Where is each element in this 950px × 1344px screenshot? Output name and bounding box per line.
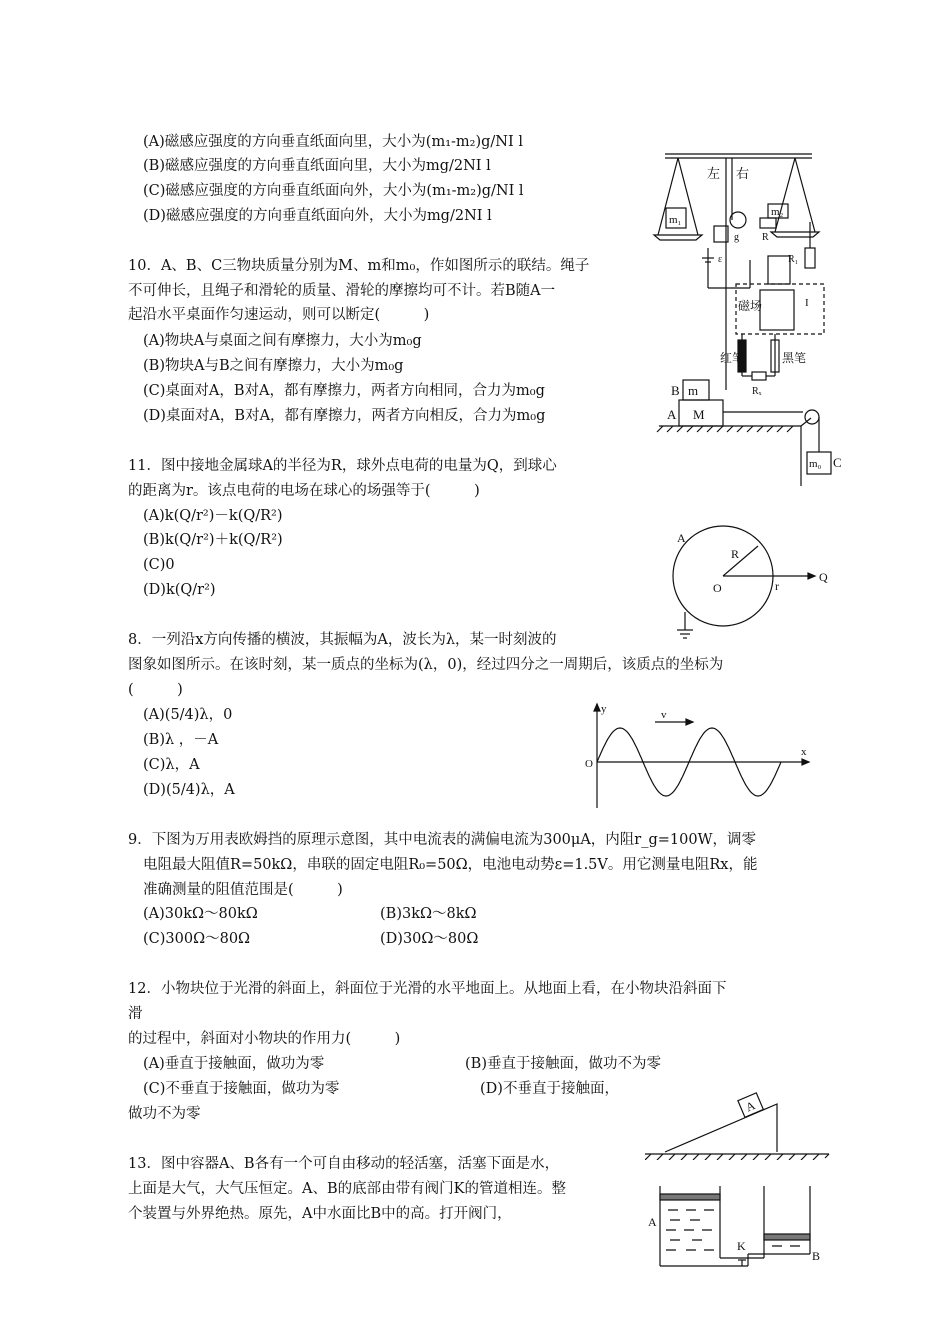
containers-figure (640, 1182, 825, 1272)
svg-text:左: 左 (707, 166, 721, 181)
q13-stem-line: 个装置与外界绝热。原先，A中水面比B中的高。打开阀门， (128, 1206, 512, 1222)
q10-stem-line: 起沿水平桌面作匀速运动，则可以断定( ) (128, 307, 430, 323)
q8-stem-line: ( ) (128, 682, 183, 698)
svg-text:m₂: m₂ (771, 206, 784, 218)
q10-stem-line: 不可伸长，且绳子和滑轮的质量、滑轮的摩擦均可不计。若B随A一 (128, 283, 556, 299)
svg-text:m: m (688, 383, 699, 398)
svg-text:ε: ε (718, 254, 723, 265)
svg-text:v: v (661, 709, 667, 721)
q12-option-c: (C)不垂直于接触面，做功为零 (143, 1081, 340, 1097)
q10-option-c: (C)桌面对A，B对A，都有摩擦力，两者方向相同，合力为m₀g (143, 383, 545, 399)
q11-option-a: (A)k(Q/r²)－k(Q/R²) (143, 508, 283, 524)
svg-text:y: y (601, 703, 607, 715)
option-d: (D)磁感应强度的方向垂直纸面向外，大小为mg/2NI l (143, 208, 492, 224)
svg-text:O: O (713, 581, 722, 595)
q12-stem-line: 的过程中，斜面对小物块的作用力( ) (128, 1031, 401, 1047)
option-a: (A)磁感应强度的方向垂直纸面向里，大小为(m₁-m₂)g/NI l (143, 134, 523, 150)
svg-text:m₀: m₀ (809, 458, 822, 470)
q12-option-a: (A)垂直于接触面，做功为零 (143, 1056, 325, 1072)
svg-text:右: 右 (736, 166, 750, 181)
q10-option-d: (D)桌面对A，B对A，都有摩擦力，两者方向相反，合力为m₀g (143, 408, 546, 424)
q12-option-b: (B)垂直于接触面，做功不为零 (465, 1056, 661, 1072)
q8-stem-line: 图象如图所示。在该时刻，某一质点的坐标为(λ，0)，经过四分之一周期后，该质点的坐标为 (128, 657, 724, 673)
svg-text:C: C (833, 455, 842, 470)
q13-stem-line: 13．图中容器A、B各有一个可自由移动的轻活塞，活塞下面是水， (128, 1156, 560, 1172)
svg-text:A: A (743, 1098, 758, 1115)
q10-stem-line: 10．A、B、C三物块质量分别为M、m和m₀，作如图所示的联结。绳子 (128, 258, 590, 274)
q12-option-d-tail: 做功不为零 (128, 1106, 201, 1122)
q9-option-c: (C)300Ω～80Ω (143, 931, 251, 947)
svg-text:M: M (693, 407, 705, 422)
q8-option-d: (D)(5/4)λ，A (143, 782, 235, 798)
q10-option-b: (B)物块A与B之间有摩擦力，大小为m₀g (143, 358, 404, 374)
q8-option-b: (B)λ ，－A (143, 732, 219, 748)
balance-circuit-figure (650, 140, 840, 400)
q8-option-c: (C)λ，A (143, 757, 200, 773)
q13-stem-line: 上面是大气，大气压恒定。A、B的底部由带有阀门K的管道相连。整 (128, 1181, 566, 1197)
svg-text:r: r (775, 579, 779, 593)
q8-option-a: (A)(5/4)λ，0 (143, 707, 233, 723)
svg-text:Q: Q (819, 570, 828, 584)
q9-stem-line: 电阻最大阻值R=50kΩ，串联的固定电阻R₀=50Ω，电池电动势ε=1.5V。用它测量电阻Rx，能 (143, 857, 758, 873)
q12-option-d: (D)不垂直于接触面， (480, 1081, 619, 1097)
q12-stem-line: 滑 (128, 1006, 143, 1022)
svg-text:K: K (737, 1239, 746, 1253)
q9-option-b: (B)3kΩ～8kΩ (380, 906, 477, 922)
q9-stem-line: 准确测量的阻值范围是( ) (143, 882, 343, 898)
svg-text:g: g (734, 232, 739, 243)
svg-text:黑笔: 黑笔 (782, 351, 807, 365)
svg-text:B: B (671, 383, 680, 398)
svg-text:Rₓ: Rₓ (752, 386, 762, 397)
q9-stem-line: 9．下图为万用表欧姆挡的原理示意图，其中电流表的满偏电流为300μA，内阻r_g=100W，调零 (128, 832, 756, 848)
incline-figure (645, 1088, 830, 1160)
q11-stem-line: 11．图中接地金属球A的半径为R，球外点电荷的电量为Q，到球心 (128, 458, 557, 474)
svg-text:O: O (585, 758, 593, 770)
pulley-blocks-figure (655, 378, 845, 488)
q10-option-a: (A)物块A与桌面之间有摩擦力，大小为m₀g (143, 333, 422, 349)
svg-text:x: x (801, 746, 807, 758)
svg-text:B: B (812, 1249, 821, 1263)
svg-text:红笔: 红笔 (720, 351, 745, 365)
q9-option-d: (D)30Ω～80Ω (380, 931, 479, 947)
svg-text:磁场: 磁场 (738, 299, 763, 313)
q11-option-c: (C)0 (143, 557, 175, 573)
svg-text:A: A (648, 1215, 657, 1229)
svg-text:R₁: R₁ (788, 254, 799, 265)
svg-text:R: R (731, 547, 740, 561)
svg-text:m₁: m₁ (669, 214, 682, 226)
svg-text:I: I (805, 297, 809, 309)
transverse-wave-figure (585, 700, 815, 812)
q11-stem-line: 的距离为r。该点电荷的电场在球心的场强等于( ) (128, 483, 480, 499)
svg-text:R: R (762, 232, 769, 243)
q8-stem-line: 8．一列沿x方向传播的横波，其振幅为A，波长为λ，某一时刻波的 (128, 632, 557, 648)
q11-option-d: (D)k(Q/r²) (143, 582, 216, 598)
svg-text:A: A (667, 407, 677, 422)
option-c: (C)磁感应强度的方向垂直纸面向外，大小为(m₁-m₂)g/NI l (143, 183, 524, 199)
q12-stem-line: 12．小物块位于光滑的斜面上，斜面位于光滑的水平地面上。从地面上看，在小物块沿斜面下 (128, 981, 727, 997)
svg-text:A: A (677, 531, 686, 545)
q11-option-b: (B)k(Q/r²)＋k(Q/R²) (143, 532, 283, 548)
q9-option-a: (A)30kΩ～80kΩ (143, 906, 258, 922)
option-b: (B)磁感应强度的方向垂直纸面向里，大小为mg/2NI l (143, 158, 491, 174)
grounded-sphere-figure (665, 522, 845, 640)
